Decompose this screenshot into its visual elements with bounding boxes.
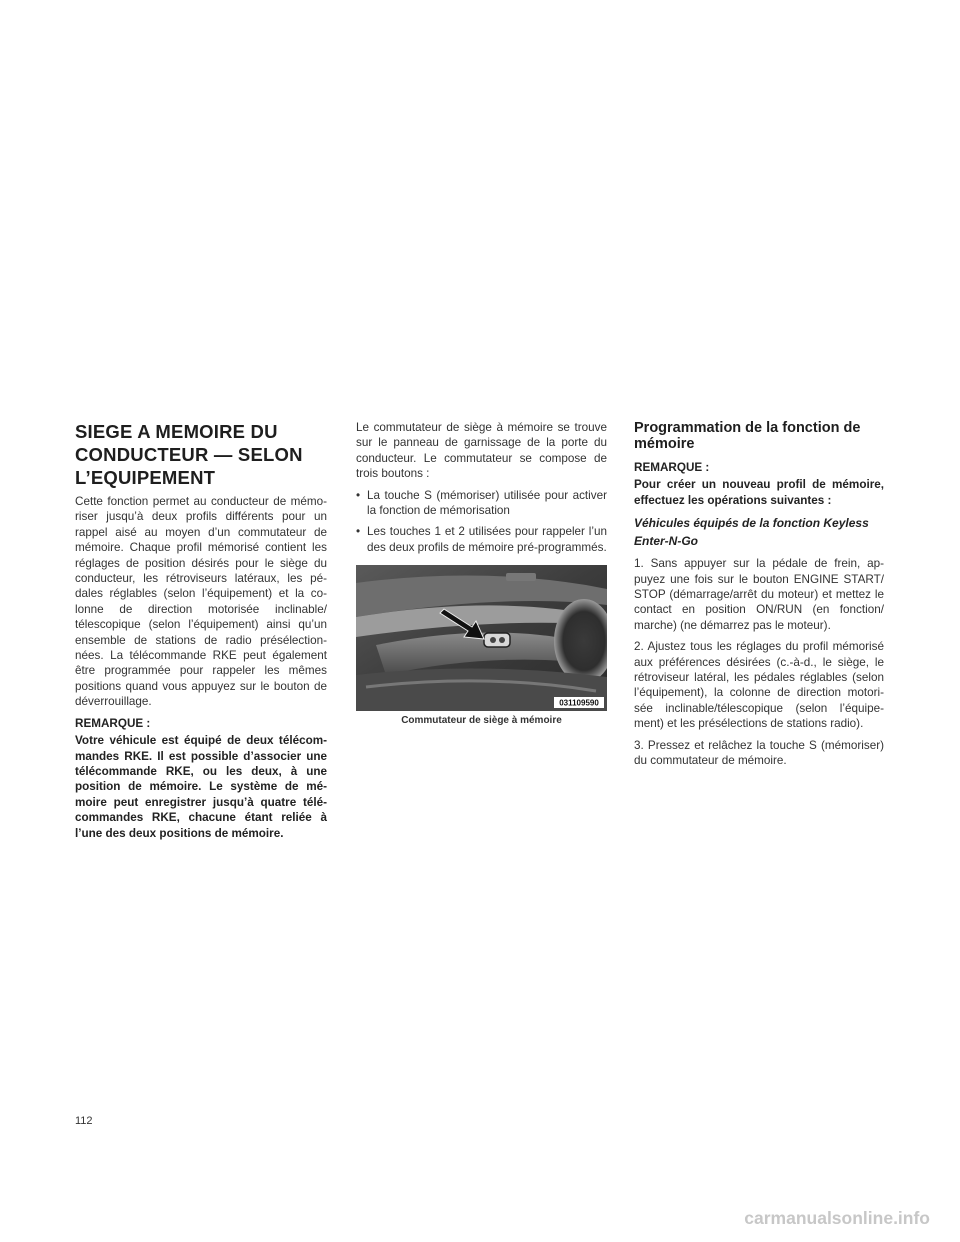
right-column [634,420,884,775]
bullet-icon: • [356,525,361,539]
note-text: Votre véhicule est équipé de deux télécom-mandes RKE. Il est possible d’associer une télécommande RKE, ou les deux, à une position de mémoire. Le système de mé-moire peut enregistrer jusqu’à quatre télé-commandes RKE, chacune étant reliée à l’une des deux positions de mémoire. [75,734,327,840]
list-item-text: La touche S (mémoriser) utilisée pour activer la fonction de mémorisation [367,488,607,518]
list-item-text: Les touches 1 et 2 utilisées pour rappeler l’un des deux profils de mémoire pré-programmés. [367,525,607,554]
section-title-programming: Programmation de la fonction de mémoire [634,420,861,452]
watermark: carmanualsonline.info [744,1208,930,1228]
switch-location-paragraph: Le commutateur de siège à mémoire se trouve sur le panneau de garnissage de la porte du conducteur. Le commutateur se compose de trois boutons : [356,421,607,481]
image-code-label: 031109590 [559,698,599,708]
note-label: REMARQUE : [634,461,710,474]
list-item [356,488,607,519]
step-1: 1. Sans appuyer sur la pédale de frein, ap-puyez une fois sur le bouton ENGINE START/ STOP (démarrage/arrêt du moteur) et mettez le contact en position ON/RUN (en fonction/ marche) (ne démarrez pas le moteur). [634,557,884,632]
step-2: 2. Ajustez tous les réglages du profil mémorisé aux préférences désirées (c.-à-d., le siège, le rétroviseur latéral, les pédales réglables (selon l’équipement), la colonne de direction motori-sée inclinable/télescopique (selon l’équipe-ment) et les présélections de stations radio). [634,640,884,731]
intro-paragraph: Cette fonction permet au conducteur de mémo-riser jusqu’à deux profils différents pour un rappel aisé au moyen d’un commutateur de mémoire. Chaque profil mémorisé contient les réglages de position désirés pour le siège du conducteur, les rétroviseurs latéraux, les pé-dales réglables (selon l’équipement) et la co-lonne de direction motorisée inclinable/ télescopique (selon l’équipement) ainsi qu’un ensemble de stations de radio présélection-nées. La télécommande RKE peut également être programmée pour rappeler les mêmes positions quand vous appuyez sur le bouton de déverrouillage. [75,495,327,709]
keyless-subheading: Véhicules équipés de la fonction Keyless Enter-N-Go [634,516,869,549]
section-title-memory-seat: SIEGE A MEMOIRE DU CONDUCTEUR — SELON L’EQUIPEMENT [75,421,303,488]
list-item [356,524,607,555]
left-column [75,420,327,847]
page-number: 112 [75,1115,93,1127]
memory-switch-photo [356,565,607,711]
step-3: 3. Pressez et relâchez la touche S (mémoriser) du commutateur de mémoire. [634,738,884,768]
button-list [356,488,607,556]
note-text: Pour créer un nouveau profil de mémoire, effectuez les opérations suivantes : [634,478,884,507]
middle-column [356,420,607,726]
figure-caption: Commutateur de siège à mémoire [401,715,562,727]
bullet-icon: • [356,488,361,502]
note-label: REMARQUE : [75,716,151,730]
